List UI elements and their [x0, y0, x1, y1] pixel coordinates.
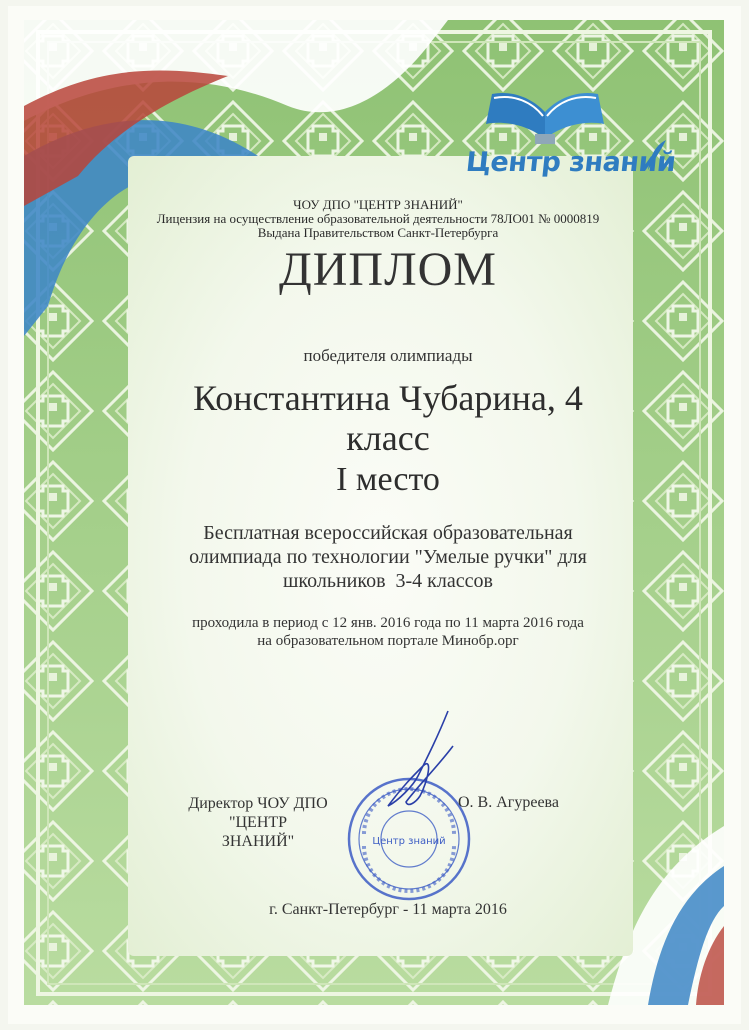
organization-header: [148, 198, 608, 240]
license-text: Лицензия на осуществление образовательной деятельности 78ЛО01 № 0000819: [156, 211, 600, 226]
recipient-name: [158, 378, 618, 458]
stamp-center-text: Центр знаний: [372, 836, 446, 847]
logo-text: Центр знаний: [464, 147, 678, 178]
olympiad-line2: олимпиада по технологии "Умелые ручки" для: [189, 546, 587, 568]
place-award: I место: [336, 461, 440, 498]
period-line1: проходила в период с 12 янв. 2016 года по 11 марта 2016 года: [192, 615, 584, 631]
subtitle: победителя олимпиады: [303, 346, 473, 365]
open-book-icon: [480, 84, 610, 146]
footer-place-date: г. Санкт-Петербург - 11 марта 2016: [269, 901, 507, 918]
organization-name: ЧОУ ДПО "ЦЕНТР ЗНАНИЙ": [293, 197, 463, 212]
director-line1: Директор ЧОУ ДПО "ЦЕНТР: [188, 795, 328, 831]
handwritten-signature: [368, 706, 468, 816]
issued-by-text: Выдана Правительством Санкт-Петербурга: [257, 225, 499, 240]
period-text: [148, 614, 628, 650]
diploma-sheet: [8, 6, 741, 1024]
period-line2: на образовательном портале Минобр.орг: [257, 633, 519, 649]
olympiad-line1: Бесплатная всероссийская образовательная: [203, 522, 573, 544]
quill-icon: [646, 138, 668, 172]
director-title: [158, 794, 358, 851]
director-line2: ЗНАНИЙ": [221, 833, 295, 850]
olympiad-line3: школьников 3-4 классов: [283, 570, 493, 592]
document-title: ДИПЛОМ: [279, 243, 497, 296]
recipient-name-line2: класс: [346, 418, 430, 458]
recipient-name-line1: Константина Чубарина, 4: [193, 378, 583, 418]
signer-name: О. В. Агуреева: [458, 794, 559, 811]
olympiad-description: [148, 521, 628, 593]
